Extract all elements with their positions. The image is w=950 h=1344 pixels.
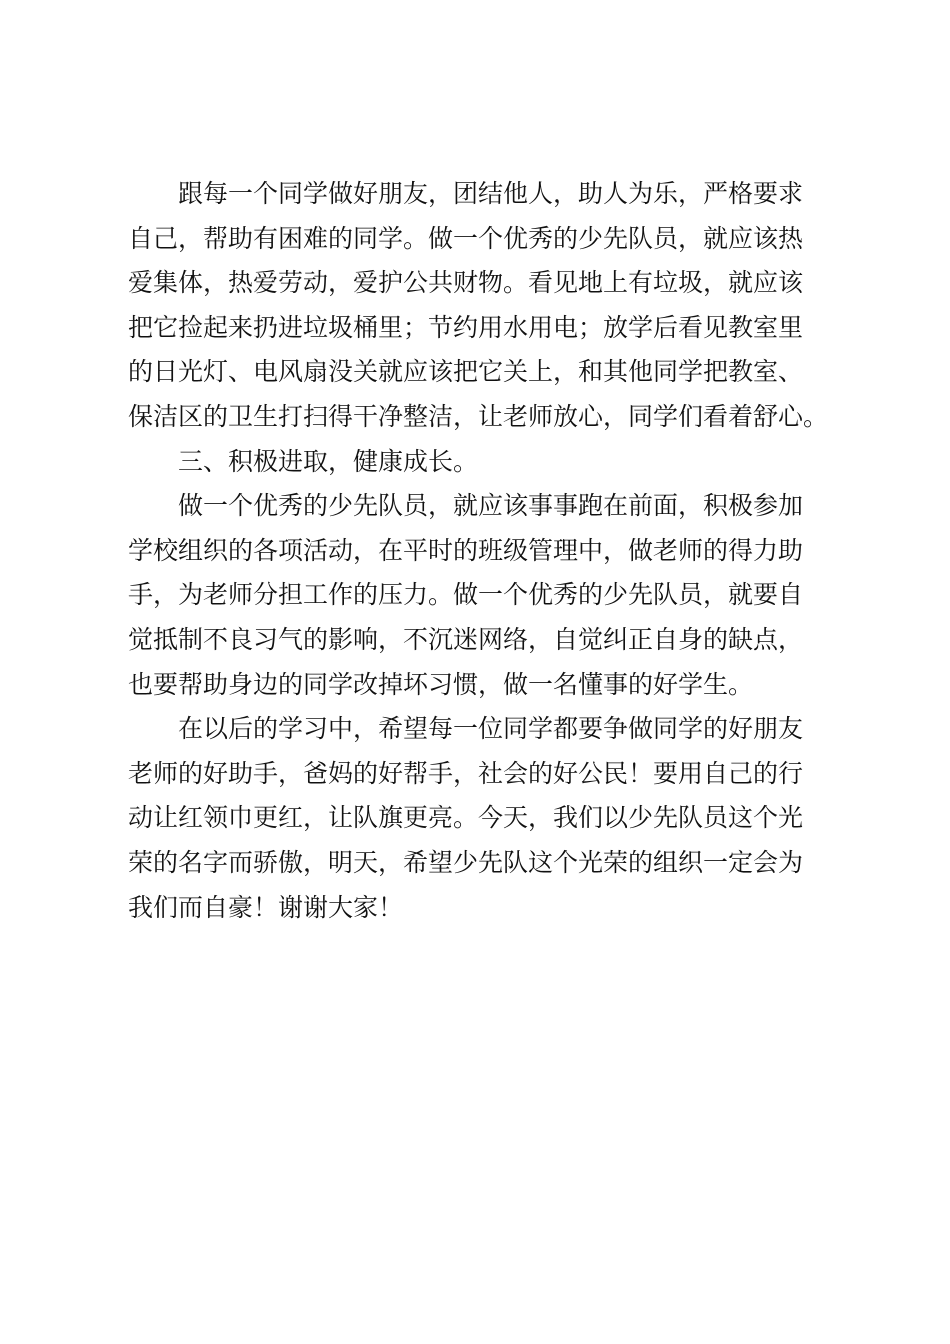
heading-line: 三、积极进取，健康成长。 [178, 446, 479, 476]
text-line: 爱集体，热爱劳动，爱护公共财物。看见地上有垃圾，就应该 [128, 268, 804, 298]
text-line: 手，为老师分担工作的压力。做一个优秀的少先队员，就要自 [128, 580, 804, 610]
section-heading-3 [128, 440, 834, 485]
text-line: 保洁区的卫生打扫得干净整洁，让老师放心，同学们看着舒心。 [128, 401, 829, 431]
text-line: 的日光灯、电风扇没关就应该把它关上，和其他同学把教室、 [128, 357, 804, 387]
paragraph-1 [128, 172, 834, 440]
paragraph-3 [128, 707, 834, 930]
text-line: 动让红领巾更红，让队旗更亮。今天，我们以少先队员这个光 [128, 803, 804, 833]
text-line: 跟每一个同学做好朋友，团结他人，助人为乐，严格要求 [178, 179, 804, 208]
text-line: 把它捡起来扔进垃圾桶里；节约用水用电；放学后看见教室里 [128, 312, 804, 342]
text-line: 觉抵制不良习气的影响，不沉迷网络，自觉纠正自身的缺点， [128, 624, 804, 654]
text-line: 我们而自豪！谢谢大家！ [128, 892, 404, 922]
text-line: 也要帮助身边的同学改掉坏习惯，做一名懂事的好学生。 [128, 669, 754, 699]
text-line: 自己，帮助有困难的同学。做一个优秀的少先队员，就应该热 [128, 223, 804, 253]
text-line: 荣的名字而骄傲，明天，希望少先队这个光荣的组织一定会为 [128, 847, 804, 877]
text-line: 学校组织的各项活动，在平时的班级管理中，做老师的得力助 [128, 535, 804, 565]
document-body [128, 172, 834, 930]
text-line: 在以后的学习中，希望每一位同学都要争做同学的好朋友 [178, 714, 804, 744]
paragraph-2 [128, 484, 834, 707]
text-line: 老师的好助手，爸妈的好帮手，社会的好公民！要用自己的行 [128, 758, 804, 788]
text-line: 做一个优秀的少先队员，就应该事事跑在前面，积极参加 [178, 491, 804, 521]
